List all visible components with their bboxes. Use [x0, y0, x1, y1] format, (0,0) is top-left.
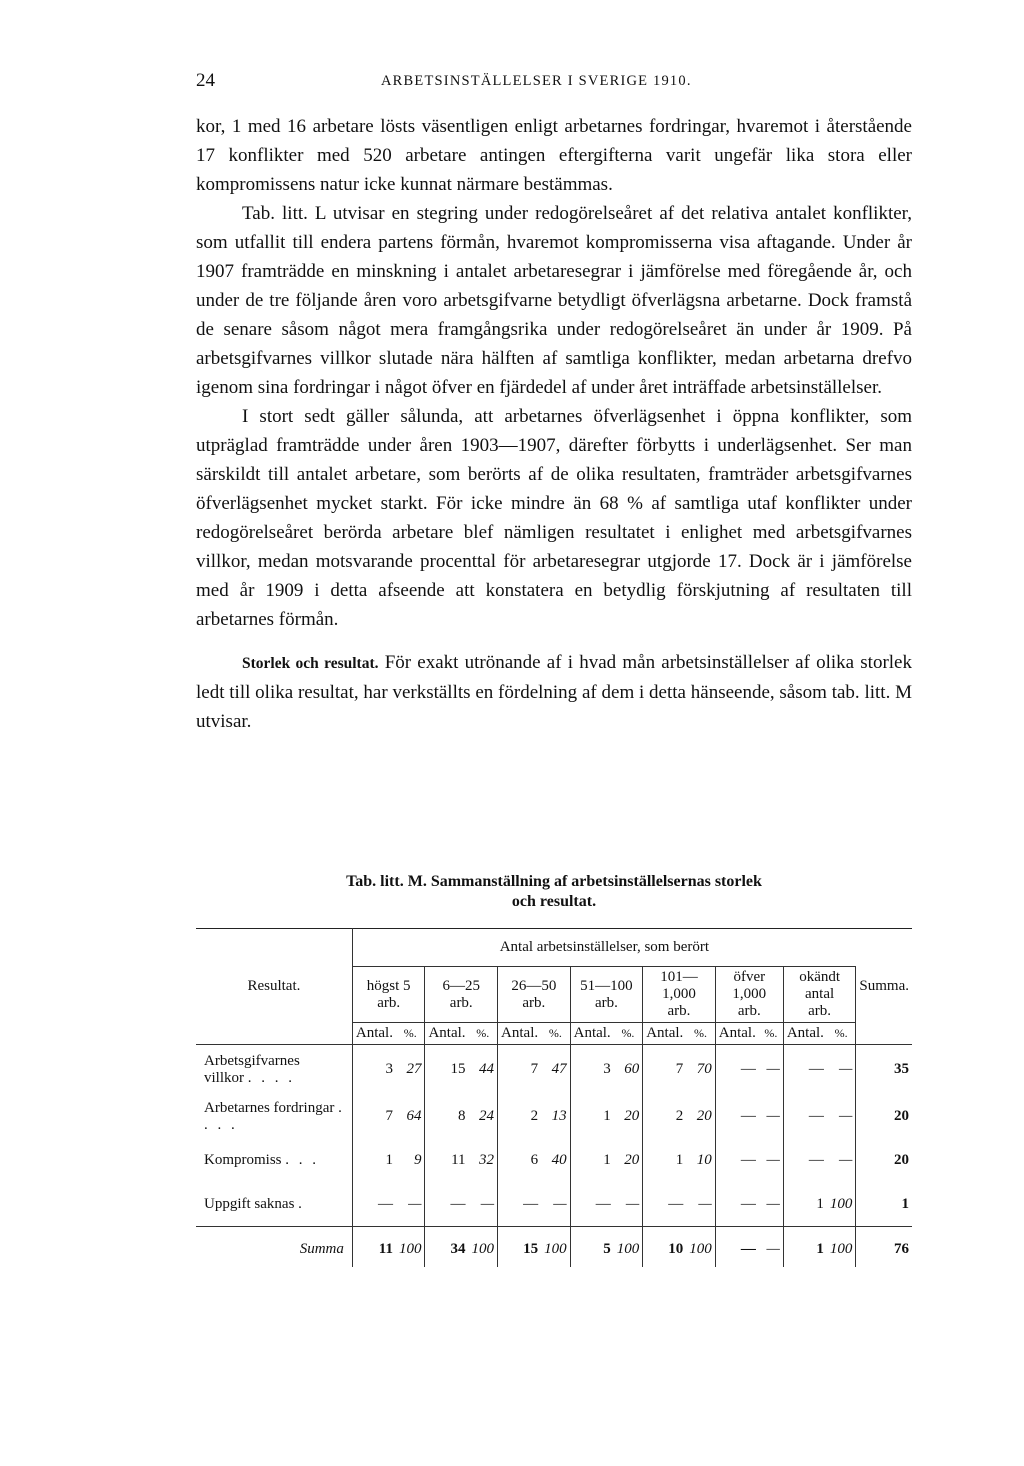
table-caption-line-1: Tab. litt. M. Sammanställning af arbetsinställelsernas storlek [346, 873, 762, 890]
cell-count: — [377, 1195, 393, 1212]
paragraph-section [196, 648, 912, 736]
cell-count: 7 [530, 1061, 539, 1078]
summa-total: 76 [856, 1227, 912, 1267]
sub-header-antal: Antal. [352, 1023, 396, 1045]
cell-percent: 20 [686, 1095, 715, 1139]
summa-count: 1 [783, 1227, 827, 1267]
cell-percent: — [396, 1183, 425, 1227]
row-label [196, 1183, 352, 1227]
cell-percent: — [827, 1139, 856, 1183]
leader-dots: . . . . [247, 1069, 295, 1086]
row-label-line-1: Kompromiss [204, 1152, 282, 1168]
cell-percent: — [686, 1183, 715, 1227]
table-body [196, 1045, 912, 1267]
cell-count: 2 [675, 1108, 684, 1124]
cell-count: — [450, 1195, 466, 1212]
row-label-line-1: Uppgift saknas [204, 1195, 295, 1212]
result-header: Resultat. [196, 929, 352, 1045]
cell-percent: 20 [614, 1095, 643, 1139]
running-head [196, 70, 912, 100]
sub-header-antal: Antal. [715, 1023, 759, 1045]
cell-count: — [808, 1108, 824, 1124]
summa-count: 34 [425, 1227, 469, 1267]
cell-count: 11 [451, 1152, 466, 1168]
sub-header-pct: %. [541, 1023, 570, 1045]
summa-percent: 100 [614, 1227, 643, 1267]
summa-percent: — [759, 1227, 783, 1267]
table-caption [196, 872, 912, 912]
sub-header-pct: %. [614, 1023, 643, 1045]
group-header-5: 101—1,000 arb. [643, 967, 716, 1023]
cell-percent: 32 [469, 1139, 498, 1183]
paragraph-1: kor, 1 med 16 arbetare lösts väsentligen enligt arbetarnes fordringar, hvaremot i återstående 17 konflikter med 520 arbetare antingen eftergifterna varit ungefär lika stora eller kompromissens natur icke kunnat närmare bestämmas. [196, 116, 912, 195]
cell-count: — [740, 1061, 756, 1078]
cell-percent: 20 [614, 1139, 643, 1183]
table-header-span-row [196, 929, 912, 967]
cell-count: — [595, 1195, 611, 1212]
group-header-2: 6—25 arb. [425, 967, 498, 1023]
cell-percent: 10 [686, 1139, 715, 1183]
cell-count: 3 [385, 1061, 393, 1078]
cell-count: — [740, 1195, 756, 1212]
row-label-line-1: Arbetarnes fordringar [204, 1099, 335, 1116]
cell-count: 2 [530, 1108, 539, 1124]
sub-header-antal: Antal. [643, 1023, 687, 1045]
row-label-line-2: villkor [204, 1069, 244, 1086]
cell-percent: 47 [541, 1045, 570, 1095]
row-sum: 35 [894, 1061, 909, 1078]
cell-count: — [808, 1152, 824, 1168]
cell-count: 7 [385, 1108, 393, 1124]
row-sum: 20 [894, 1152, 909, 1168]
row-label [196, 1139, 352, 1183]
section-text: För exakt utrönande af i hvad mån arbetsinställelser af olika storlek ledt till olika resultat, har verkställts en fördelning af dem i detta hänseende, såsom tab. litt. M utvisar. [196, 652, 912, 732]
sub-header-antal: Antal. [425, 1023, 469, 1045]
cell-percent: — [759, 1139, 783, 1183]
cell-count: — [808, 1061, 824, 1078]
row-sum: 1 [901, 1195, 909, 1212]
paragraph-2: Tab. litt. L utvisar en stegring under redogörelseåret af det relativa antalet konflikter, som utfallit till endera partens förmån, hvaremot kompromisserna visa aftagande. Under år 1907 framträdde en minskning i antalet arbetaresegrar i jämförelse med föregående år, och under de tre följande åren voro arbetsgifvarne betydligt öfverlägsna arbetarne. Dock framstå de senare såsom något mera framgångsrika under redogörelseåret än under år 1909. På arbetsgifvarnes villkor slutade nära hälften af samtliga konflikter, medan arbetarna drefvo igenom sina fordringar i något öfver en fjärdedel af under året inträffade arbetsinställelser. [196, 203, 912, 398]
cell-count: — [523, 1195, 539, 1212]
table-row [196, 1139, 912, 1183]
cell-percent: — [759, 1045, 783, 1095]
section-heading: Storlek och resultat. [242, 655, 379, 672]
cell-percent: — [759, 1183, 783, 1227]
summa-count: 5 [570, 1227, 614, 1267]
page-number: 24 [196, 70, 215, 91]
table-row [196, 1183, 912, 1227]
row-label [196, 1045, 352, 1095]
running-title: ARBETSINSTÄLLELSER I SVERIGE 1910. [381, 73, 692, 89]
cell-percent: — [759, 1095, 783, 1139]
cell-count: 1 [675, 1152, 684, 1168]
sub-header-antal: Antal. [498, 1023, 542, 1045]
cell-count: 15 [450, 1061, 466, 1078]
cell-count: 1 [816, 1195, 824, 1212]
group-header-1: högst 5 arb. [352, 967, 425, 1023]
span-header: Antal arbetsinställelser, som berört [352, 929, 856, 967]
cell-percent: 44 [469, 1045, 498, 1095]
cell-percent: — [469, 1183, 498, 1227]
sub-header-pct: %. [759, 1023, 783, 1045]
cell-count: 1 [603, 1108, 611, 1124]
group-header-3: 26—50 arb. [498, 967, 571, 1023]
group-header-6: öfver 1,000 arb. [715, 967, 783, 1023]
sum-header: Summa. [856, 929, 912, 1045]
row-sum: 20 [894, 1108, 909, 1124]
cell-count: — [740, 1152, 756, 1168]
body-text [196, 112, 912, 736]
summa-percent: 100 [827, 1227, 856, 1267]
cell-percent: 9 [396, 1139, 425, 1183]
sub-header-pct: %. [686, 1023, 715, 1045]
summa-percent: 100 [686, 1227, 715, 1267]
leader-dots: . . . [285, 1152, 320, 1168]
cell-count: 8 [458, 1108, 466, 1124]
results-table [196, 928, 912, 1267]
summa-count: 10 [643, 1227, 687, 1267]
summa-label: Summa [196, 1227, 352, 1267]
cell-percent: 27 [396, 1045, 425, 1095]
sub-header-pct: %. [827, 1023, 856, 1045]
cell-count: 1 [603, 1152, 611, 1168]
leader-dots: . . . . [204, 1099, 345, 1133]
summa-percent: 100 [396, 1227, 425, 1267]
table-caption-line-2: och resultat. [511, 893, 597, 910]
table-row [196, 1095, 912, 1139]
cell-percent: 24 [469, 1095, 498, 1139]
row-label [196, 1095, 352, 1139]
cell-percent: 64 [396, 1095, 425, 1139]
cell-count: 7 [675, 1061, 684, 1078]
cell-percent: — [541, 1183, 570, 1227]
sub-header-antal: Antal. [570, 1023, 614, 1045]
sub-header-pct: %. [396, 1023, 425, 1045]
table-row [196, 1045, 912, 1095]
cell-count: 6 [530, 1152, 539, 1168]
summa-count: 15 [498, 1227, 542, 1267]
summa-percent: 100 [541, 1227, 570, 1267]
cell-percent: — [827, 1045, 856, 1095]
cell-percent: — [614, 1183, 643, 1227]
summa-count: — [715, 1227, 759, 1267]
row-label-line-1: Arbetsgifvarnes [204, 1052, 300, 1069]
sub-header-pct: %. [469, 1023, 498, 1045]
sub-header-antal: Antal. [783, 1023, 827, 1045]
leader-dots: . [298, 1195, 305, 1212]
cell-count: 3 [603, 1061, 611, 1078]
cell-count: 1 [385, 1152, 393, 1168]
cell-percent: 60 [614, 1045, 643, 1095]
group-header-7: okändt antal arb. [783, 967, 856, 1023]
cell-percent: 100 [827, 1183, 856, 1227]
summa-row [196, 1227, 912, 1267]
summa-count: 11 [352, 1227, 396, 1267]
summa-percent: 100 [469, 1227, 498, 1267]
cell-percent: 70 [686, 1045, 715, 1095]
cell-percent: — [827, 1095, 856, 1139]
group-header-4: 51—100 arb. [570, 967, 643, 1023]
cell-percent: 13 [541, 1095, 570, 1139]
paragraph-3: I stort sedt gäller sålunda, att arbetarnes öfverlägsenhet i öppna konflikter, som utpräglad framträdde under åren 1903—1907, därefter förbytts i underlägsenhet. Ser man särskildt till antalet arbetare, som berörts af de olika resultaten, framträder arbetsgifvarnes öfverlägsenhet mycket starkt. För icke mindre än 68 % af samtliga utaf konflikter under redogörelseåret berörda arbetare blef nämligen resultatet i enlighet med arbetsgifvarnes villkor, medan motsvarande procenttal för arbetaresegrar utgjorde 17. Dock är i jämförelse med år 1909 i detta afseende att konstatera en betydlig förskjutning af resultaten till arbetarnes förmån. [196, 406, 912, 630]
cell-count: — [740, 1108, 756, 1124]
cell-count: — [668, 1195, 684, 1212]
cell-percent: 40 [541, 1139, 570, 1183]
